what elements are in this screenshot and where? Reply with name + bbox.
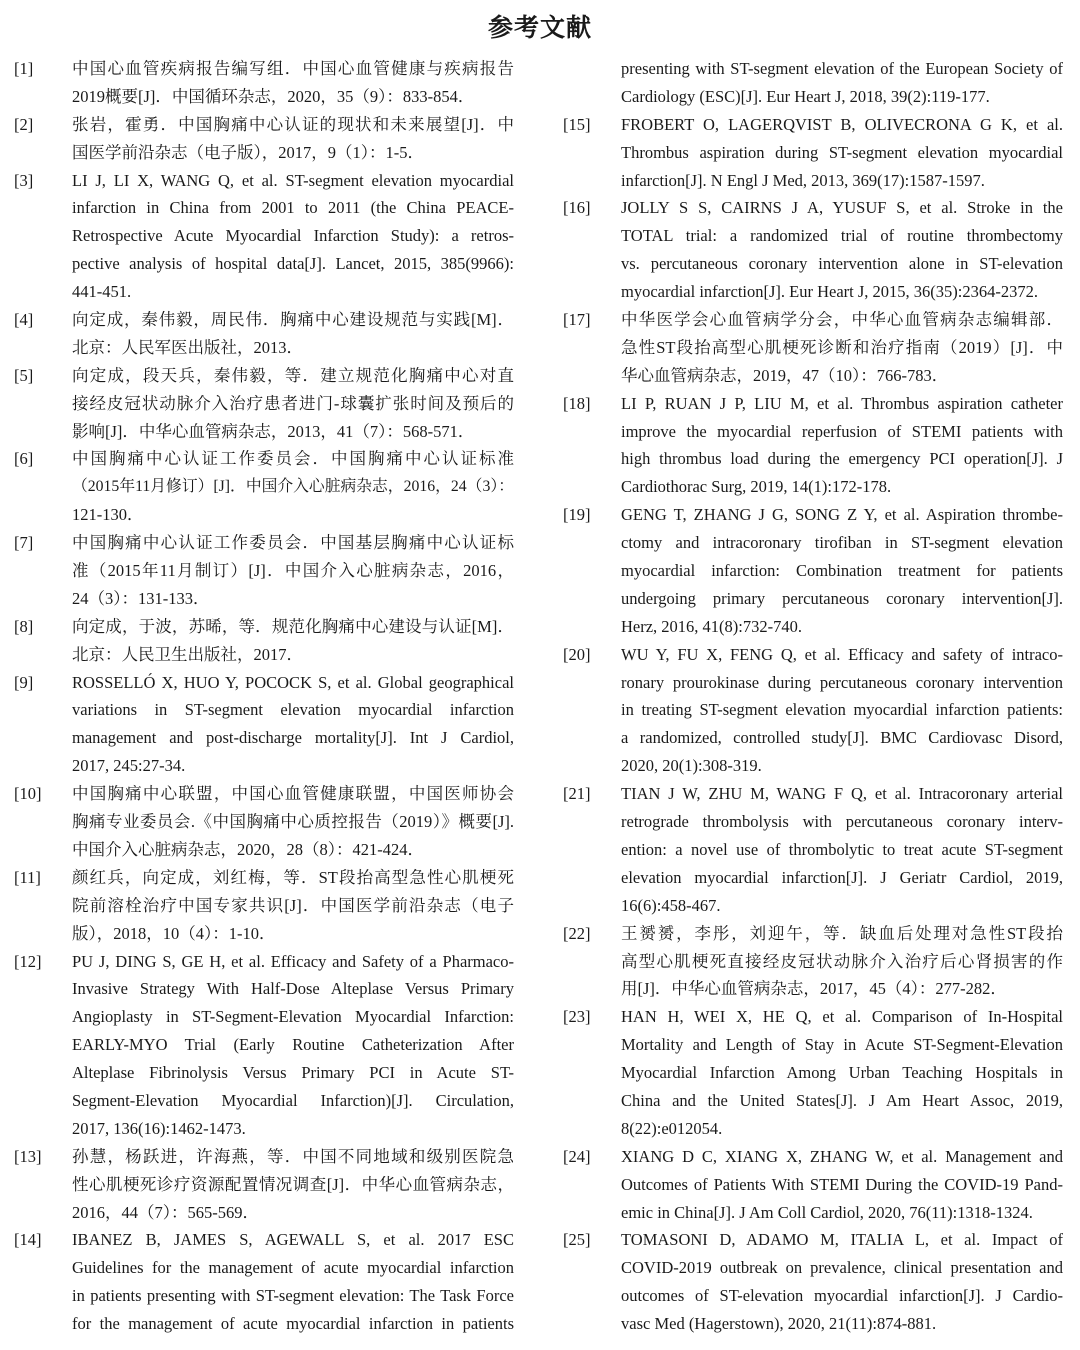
reference-text-line: 向定成，秦伟毅，周民伟．胸痛中心建设规范与实践[M]． xyxy=(72,310,514,330)
reference-number: [23] xyxy=(563,1007,591,1027)
reference-text-line: Cardiology (ESC)[J]. Eur Heart J, 2018, 39(2):119-177. xyxy=(621,86,990,106)
reference-text-line: emic in China[J]. J Am Coll Cardiol, 2020, 76(11):1318-1324. xyxy=(621,1202,1033,1222)
reference-entry xyxy=(14,55,514,111)
reference-text-line: Thrombus aspiration during ST-segment elevation myocardial xyxy=(621,142,1063,162)
reference-entry xyxy=(563,111,1063,195)
reference-text-line: 接经皮冠状动脉介入治疗患者进门-球囊扩张时间及预后的 xyxy=(72,393,514,413)
reference-text-line: PU J, DING S, GE H, et al. Efficacy and Safety of a Pharmaco- xyxy=(72,951,514,971)
reference-text-line: 用[J]．中华心血管病杂志，2017，45（4）：277-282． xyxy=(621,979,1007,999)
reference-text-line: 2019概要[J]．中国循环杂志，2020，35（9）：833-854． xyxy=(72,86,475,106)
reference-text-line: IBANEZ B, JAMES S, AGEWALL S, et al. 2017 ESC xyxy=(72,1230,514,1250)
reference-column-left xyxy=(14,55,514,1338)
reference-text-line: ctomy and intracoronary tirofiban in ST-segment elevation xyxy=(621,533,1063,553)
reference-number: [13] xyxy=(14,1146,42,1166)
reference-text-line: Angioplasty in ST-Segment-Elevation Myocardial Infarction: xyxy=(72,1007,514,1027)
reference-number: [4] xyxy=(14,310,34,330)
reference-number: [14] xyxy=(14,1230,42,1250)
reference-text-line: in treating ST-segment elevation myocardial infarction patients: xyxy=(621,700,1063,720)
reference-text-line: EARLY-MYO Trial (Early Routine Catheterization After xyxy=(72,1035,514,1055)
reference-text-line: GENG T, ZHANG J G, SONG Z Y, et al. Aspiration thrombe- xyxy=(621,505,1063,525)
reference-text-line: Outcomes of Patients With STEMI During the COVID-19 Pand- xyxy=(621,1174,1063,1194)
reference-number: [1] xyxy=(14,59,34,78)
reference-text-line: a randomized, controlled study[J]. BMC Cardiovasc Disord, xyxy=(621,728,1063,748)
reference-text-line: Retrospective Acute Myocardial Infarction Study): a retros- xyxy=(72,226,514,246)
reference-entry xyxy=(14,445,514,529)
reference-text-line: 版），2018，10（4）：1-10． xyxy=(72,923,276,943)
reference-entry xyxy=(563,1003,1063,1142)
reference-text-line: 急性ST段抬高型心肌梗死诊断和治疗指南（2019）[J]．中 xyxy=(621,337,1063,357)
reference-text-line: management and post-discharge mortality[J]. Int J Cardiol, xyxy=(72,728,514,748)
reference-text-line: Mortality and Length of Stay in Acute ST-Segment-Elevation xyxy=(621,1035,1063,1055)
reference-text-line: 2020, 20(1):308-319. xyxy=(621,756,762,776)
reference-entry xyxy=(563,1143,1063,1227)
reference-entry xyxy=(563,501,1063,640)
reference-text-line: ention: a novel use of thrombolytic to treat acute ST-segment xyxy=(621,839,1063,859)
reference-text-line: 中国胸痛中心联盟，中国心血管健康联盟，中国医师协会 xyxy=(72,784,514,804)
reference-text-line: 中国胸痛中心认证工作委员会．中国基层胸痛中心认证标 xyxy=(72,533,514,553)
reference-entry xyxy=(563,390,1063,502)
reference-number: [17] xyxy=(563,310,591,330)
reference-text-line: 高型心肌梗死直接经皮冠状动脉介入治疗后心肾损害的作 xyxy=(621,951,1063,971)
reference-text-line: myocardial infarction: Combination treatment for patients xyxy=(621,561,1063,581)
reference-text-line: 孙慧，杨跃进，许海燕，等．中国不同地域和级别医院急 xyxy=(72,1146,514,1166)
reference-text-line: 张岩，霍勇．中国胸痛中心认证的现状和未来展望[J]．中 xyxy=(72,114,514,134)
page-title: 参考文献 xyxy=(487,13,592,42)
reference-text-line: 441-451. xyxy=(72,282,132,302)
reference-text-line: 中国心血管疾病报告编写组．中国心血管健康与疾病报告 xyxy=(72,59,514,78)
reference-number: [8] xyxy=(14,616,34,636)
reference-text-line: COVID-2019 outbreak on prevalence, clinical presentation and xyxy=(621,1258,1063,1278)
reference-entry xyxy=(14,306,514,362)
reference-text-line: China and the United States[J]. J Am Heart Assoc, 2019, xyxy=(621,1090,1063,1110)
reference-text-line: LI J, LI X, WANG Q, et al. ST-segment elevation myocardial xyxy=(72,170,514,190)
reference-text-line: 8(22):e012054. xyxy=(621,1118,723,1138)
reference-entry xyxy=(14,111,514,167)
reference-number: [12] xyxy=(14,951,42,971)
reference-entry xyxy=(14,1226,514,1338)
reference-text-line: infarction[J]. N Engl J Med, 2013, 369(17):1587-1597. xyxy=(621,170,985,190)
reference-number: [3] xyxy=(14,170,34,190)
reference-text-line: TOMASONI D, ADAMO M, ITALIA L, et al. Impact of xyxy=(621,1230,1063,1250)
reference-text-line: 向定成，于波，苏晞，等．规范化胸痛中心建设与认证[M]． xyxy=(72,616,514,636)
reference-text-line: for the management of acute myocardial infarction in patients xyxy=(72,1314,514,1334)
reference-text-line: Alteplase Fibrinolysis Versus Primary PCI in Acute ST- xyxy=(72,1063,514,1083)
reference-number: [16] xyxy=(563,198,591,218)
reference-text-line: Invasive Strategy With Half-Dose Alteplase Versus Primary xyxy=(72,979,514,999)
reference-number: [15] xyxy=(563,114,591,134)
reference-text-line: WU Y, FU X, FENG Q, et al. Efficacy and safety of intraco- xyxy=(621,644,1063,664)
reference-entry xyxy=(563,194,1063,306)
reference-text-line: 王赟赟，李彤，刘迎午，等．缺血后处理对急性ST段抬 xyxy=(621,923,1063,943)
reference-text-line: HAN H, WEI X, HE Q, et al. Comparison of In-Hospital xyxy=(621,1007,1063,1027)
reference-text-line: JOLLY S S, CAIRNS J A, YUSUF S, et al. Stroke in the xyxy=(621,198,1063,218)
reference-text-line: 北京：人民卫生出版社，2017． xyxy=(72,644,303,664)
reference-entry xyxy=(14,362,514,446)
reference-number: [18] xyxy=(563,393,591,413)
reference-text-line: 24（3）：131-133． xyxy=(72,588,210,608)
reference-text-line: 121-130． xyxy=(72,505,144,525)
reference-entry xyxy=(14,948,514,1143)
reference-text-line: XIANG D C, XIANG X, ZHANG W, et al. Management and xyxy=(621,1146,1063,1166)
reference-text-line: FROBERT O, LAGERQVIST B, OLIVECRONA G K, et al. xyxy=(621,114,1063,134)
reference-text-line: vs. percutaneous coronary intervention alone in ST-elevation xyxy=(621,254,1063,274)
reference-text-line: 国医学前沿杂志（电子版），2017，9（1）：1-5． xyxy=(72,142,424,162)
reference-number: [10] xyxy=(14,784,42,804)
reference-number: [20] xyxy=(563,644,591,664)
reference-entry xyxy=(563,641,1063,780)
reference-text-line: 2017, 136(16):1462-1473. xyxy=(72,1118,246,1138)
reference-text-line: 16(6):458-467. xyxy=(621,895,721,915)
reference-text-line: Herz, 2016, 41(8):732-740. xyxy=(621,616,803,636)
reference-text-line: ROSSELLÓ X, HUO Y, POCOCK S, et al. Global geographical xyxy=(72,672,514,692)
reference-text-line: undergoing primary percutaneous coronary intervention[J]. xyxy=(621,588,1063,608)
reference-text-line: infarction in China from 2001 to 2011 (the China PEACE- xyxy=(72,198,514,218)
reference-column-right xyxy=(563,55,1063,1338)
reference-text-line: Segment-Elevation Myocardial Infarction)[J]. Circulation, xyxy=(72,1090,514,1110)
reference-text-line: Myocardial Infarction Among Urban Teaching Hospitals in xyxy=(621,1063,1063,1083)
reference-text-line: outcomes of ST-elevation myocardial infarction[J]. J Cardio- xyxy=(621,1286,1063,1306)
reference-text-line: 影响[J]．中华心血管病杂志，2013，41（7）：568-571． xyxy=(72,421,475,441)
reference-entry xyxy=(563,1226,1063,1338)
reference-entry xyxy=(563,780,1063,919)
reference-text-line: 性心肌梗死诊疗资源配置情况调查[J]．中华心血管病杂志， xyxy=(72,1174,514,1194)
reference-text-line: 中华医学会心血管病学分会，中华心血管病杂志编辑部． xyxy=(621,310,1063,330)
reference-number: [25] xyxy=(563,1230,591,1250)
reference-text-line: retrograde thrombolysis with percutaneous coronary interv- xyxy=(621,812,1063,832)
reference-text-line: ronary prourokinase during percutaneous coronary intervention xyxy=(621,672,1063,692)
reference-text-line: improve the myocardial reperfusion of STEMI patients with xyxy=(621,421,1063,441)
reference-entry xyxy=(563,55,1063,111)
reference-number: [19] xyxy=(563,505,591,525)
reference-text-line: 北京：人民军医出版社，2013． xyxy=(72,337,303,357)
reference-number: [7] xyxy=(14,533,34,553)
reference-number: [9] xyxy=(14,672,34,692)
reference-text-line: 颜红兵，向定成，刘红梅，等．ST段抬高型急性心肌梗死 xyxy=(72,867,514,887)
reference-text-line: myocardial infarction[J]. Eur Heart J, 2015, 36(35):2364-2372. xyxy=(621,282,1038,302)
reference-entry xyxy=(14,529,514,613)
reference-text-line: TOTAL trial: a randomized trial of routine thrombectomy xyxy=(621,226,1063,246)
reference-number: [2] xyxy=(14,114,34,134)
reference-entry xyxy=(14,669,514,781)
reference-entry xyxy=(14,167,514,306)
reference-text-line: 院前溶栓治疗中国专家共识[J]．中国医学前沿杂志（电子 xyxy=(72,895,514,915)
reference-text-line: 准（2015年11月制订）[J]．中国介入心脏病杂志，2016， xyxy=(72,561,514,581)
reference-text-line: 胸痛专业委员会.《中国胸痛中心质控报告（2019）》概要[J]. xyxy=(72,812,514,832)
reference-text-line: presenting with ST-segment elevation of the European Society of xyxy=(621,59,1063,78)
reference-text-line: elevation myocardial infarction[J]. J Geriatr Cardiol, 2019, xyxy=(621,867,1063,887)
reference-text-line: in patients presenting with ST-segment elevation: The Task Force xyxy=(72,1286,514,1306)
reference-entry xyxy=(14,780,514,864)
reference-text-line: TIAN J W, ZHU M, WANG F Q, et al. Intracoronary arterial xyxy=(621,784,1063,804)
reference-text-line: variations in ST-segment elevation myocardial infarction xyxy=(72,700,514,720)
reference-text-line: 2017, 245:27-34. xyxy=(72,756,186,776)
reference-text-line: 2016，44（7）：565-569． xyxy=(72,1202,259,1222)
reference-text-line: LI P, RUAN J P, LIU M, et al. Thrombus aspiration catheter xyxy=(621,393,1063,413)
reference-text-line: pective analysis of hospital data[J]. Lancet, 2015, 385(9966): xyxy=(72,254,514,274)
reference-entry xyxy=(14,864,514,948)
reference-text-line: 向定成，段天兵，秦伟毅，等．建立规范化胸痛中心对直 xyxy=(72,365,514,385)
reference-text-line: vasc Med (Hagerstown), 2020, 21(11):874-881. xyxy=(621,1314,937,1334)
reference-text-line: （2015年11月修订）[J]．中国介入心脏病杂志，2016，24（3）： xyxy=(72,478,514,496)
reference-number: [6] xyxy=(14,449,34,469)
reference-number: [21] xyxy=(563,784,591,804)
reference-text-line: 华心血管病杂志，2019，47（10）：766-783． xyxy=(621,365,949,385)
reference-text-line: high thrombus load during the emergency PCI operation[J]. J xyxy=(621,449,1063,469)
reference-entry xyxy=(563,920,1063,1004)
reference-number: [24] xyxy=(563,1146,591,1166)
reference-entry xyxy=(563,306,1063,390)
reference-text-line: 中国介入心脏病杂志，2020，28（8）：421-424． xyxy=(72,839,424,859)
reference-text-line: Cardiothorac Surg, 2019, 14(1):172-178. xyxy=(621,477,892,497)
reference-number: [22] xyxy=(563,923,591,943)
reference-text-line: Guidelines for the management of acute myocardial infarction xyxy=(72,1258,514,1278)
reference-number: [11] xyxy=(14,867,41,887)
reference-text-line: 中国胸痛中心认证工作委员会．中国胸痛中心认证标准 xyxy=(72,449,514,469)
reference-entry xyxy=(14,1143,514,1227)
reference-number: [5] xyxy=(14,365,34,385)
reference-entry xyxy=(14,613,514,669)
